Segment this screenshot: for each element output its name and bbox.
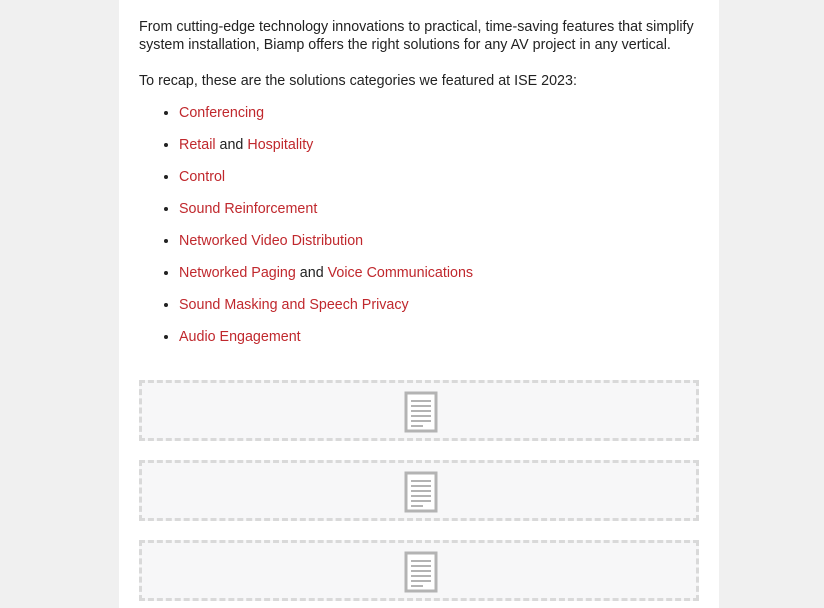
document-icon <box>404 551 438 593</box>
link-audio-engagement[interactable]: Audio Engagement <box>179 329 301 345</box>
list-item <box>179 104 699 136</box>
email-content <box>139 18 699 360</box>
list-item <box>179 200 699 232</box>
email-body <box>119 0 719 608</box>
image-placeholder <box>139 460 699 521</box>
link-hospitality[interactable]: Hospitality <box>247 137 314 153</box>
list-item <box>179 136 699 168</box>
list-item <box>179 296 699 328</box>
list-item <box>179 232 699 264</box>
list-item <box>179 328 699 360</box>
solution-categories-list <box>139 104 699 360</box>
list-item-joiner: and <box>295 265 328 281</box>
image-placeholder <box>139 380 699 441</box>
list-item-joiner: and <box>215 137 248 153</box>
link-retail[interactable]: Retail <box>179 137 216 153</box>
link-conferencing[interactable]: Conferencing <box>179 105 265 121</box>
link-sound-reinforcement[interactable]: Sound Reinforcement <box>179 201 318 217</box>
link-voice-communications[interactable]: Voice Communications <box>327 265 474 281</box>
image-placeholder <box>139 540 699 601</box>
recap-paragraph: To recap, these are the solutions categories we featured at ISE 2023: <box>139 73 577 89</box>
list-item <box>179 168 699 200</box>
link-networked-video-distribution[interactable]: Networked Video Distribution <box>179 233 364 249</box>
list-item <box>179 264 699 296</box>
link-networked-paging[interactable]: Networked Paging <box>179 265 296 281</box>
link-control[interactable]: Control <box>179 169 226 185</box>
intro-paragraph: From cutting-edge technology innovations to practical, time-saving features that simplify system installation, Biamp offers the right solutions for any AV project in any vertical. <box>139 19 694 53</box>
document-icon <box>404 471 438 513</box>
document-icon <box>404 391 438 433</box>
link-sound-masking-speech-privacy[interactable]: Sound Masking and Speech Privacy <box>179 297 409 313</box>
